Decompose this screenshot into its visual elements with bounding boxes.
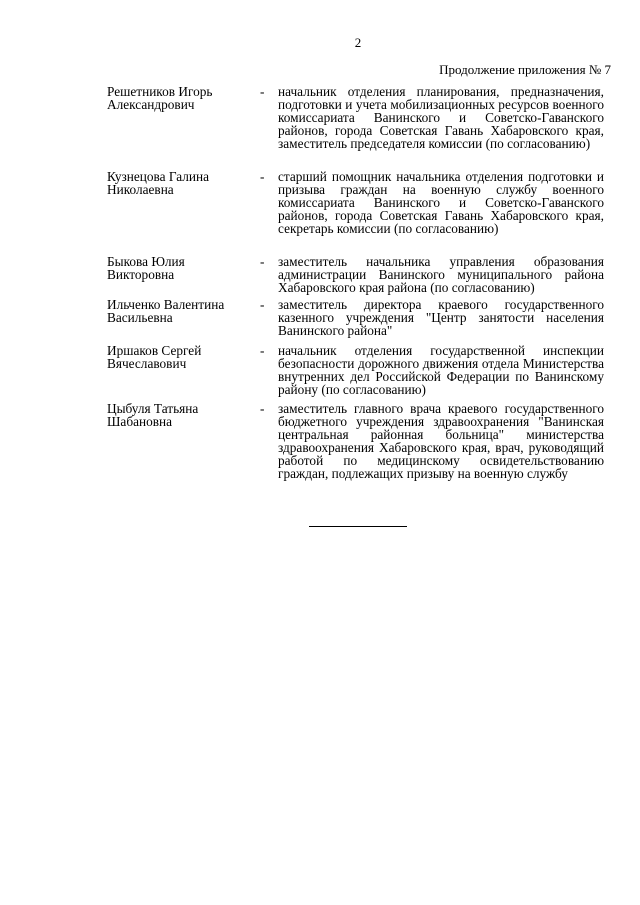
member-dash: - (260, 401, 265, 416)
member-role: старший помощник начальника отделения подготовки и призыва граждан на военную службу военного комиссариата Ванинского и Советско-Гаванского районов, города Советская Гавань Хабаровского края, секретарь комиссии (по согласованию) (278, 169, 604, 237)
end-of-list-divider (309, 526, 407, 527)
page-number: 2 (354, 35, 362, 50)
member-dash: - (260, 84, 265, 99)
member-dash: - (260, 343, 265, 358)
member-name: Решетников Игорь Александрович (107, 84, 213, 112)
member-role: начальник отделения государственной инспекции безопасности дорожного движения отдела Министерства внутренних дел Российской Федерации по Ванинскому району (по согласованию) (278, 343, 604, 398)
member-role: заместитель главного врача краевого государственного бюджетного учреждения здравоохранения "Ванинская центральная районная больница" министерства здравоохранения Хабаровского края, врач, руководящий работой по медицинскому освидетельствованию граждан, подлежащих призыву на военную службу (278, 401, 604, 482)
member-name: Иршаков Сергей Вячеславович (107, 343, 202, 371)
member-name: Цыбуля Татьяна Шабановна (107, 401, 199, 429)
appendix-continuation-label: Продолжение приложения № 7 (439, 62, 611, 77)
member-name: Ильченко Валентина Васильевна (107, 297, 225, 325)
member-name: Кузнецова Галина Николаевна (107, 169, 210, 197)
member-dash: - (260, 254, 265, 269)
member-role: заместитель начальника управления образования администрации Ванинского муниципального района Хабаровского края района (по согласованию) (278, 254, 604, 296)
member-role: заместитель директора краевого государственного казенного учреждения "Центр занятости населения Ванинского района" (278, 297, 604, 339)
member-dash: - (260, 297, 265, 312)
member-role: начальник отделения планирования, предназначения, подготовки и учета мобилизационных ресурсов военного комиссариата Ванинского и Советско-Гаванского районов, города Советская Гавань Хабаровского края, заместитель председателя комиссии (по согласованию) (278, 84, 604, 152)
member-name: Быкова Юлия Викторовна (107, 254, 185, 282)
member-dash: - (260, 169, 265, 184)
